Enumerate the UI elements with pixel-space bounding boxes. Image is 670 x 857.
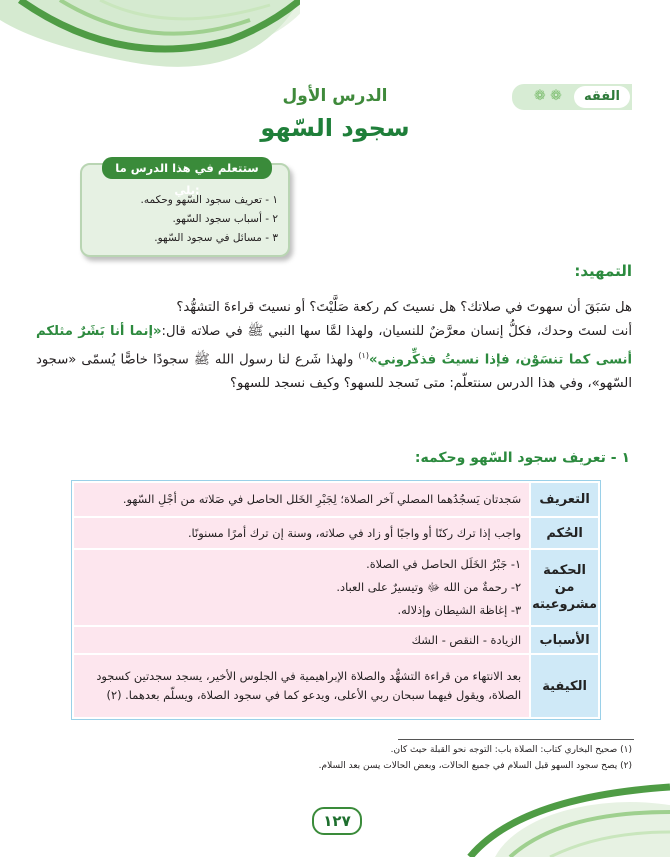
row-value: الزيادة - النقص - الشك <box>74 627 529 653</box>
row-label: الحكمة من مشروعيته <box>531 550 598 625</box>
row-label: التعريف <box>531 483 598 516</box>
row-label: الحُكم <box>531 518 598 548</box>
objective-item: ٢ - أسباب سجود السّهو. <box>172 213 278 225</box>
ornament-icon: ❁ ❁ <box>534 88 562 104</box>
hadith-quote: «إنما أنا بَشَرٌ مثلكم أنسى كما تنسَوْن، فإذا نسيتُ فذكِّروني» <box>36 324 632 368</box>
lesson-title: سجود السّهو <box>260 114 410 142</box>
row-value: سَجدتان يَسجُدُهما المصلي آخر الصلاة؛ لِجَبْرِ الخَلل الحاصل في صَلاته من أجْلِ السّهو. <box>74 483 529 516</box>
corner-ornament-bottom-right <box>460 767 670 857</box>
objective-item: ١ - تعريف سجود السّهو وحكمه. <box>140 194 278 206</box>
intro-text <box>36 296 632 396</box>
footnote: (٢) يصح سجود السهو قبل السلام في جميع الحالات، وبعض الحالات يسن بعد السلام. <box>318 761 632 771</box>
table-row <box>74 550 598 625</box>
row-value: ١- جَبْرُ الخَلَل الحاصل في الصلاة. ٢- رحمةٌ من الله ﷻ وتيسيرٌ على العباد. ٣- إغاظة الشيطان وإذلاله. <box>74 550 529 625</box>
footnote-ref: (١) <box>358 351 369 360</box>
section-heading: ١ - تعريف سجود السّهو وحكمه: <box>414 450 630 466</box>
row-value: بعد الانتهاء من قراءة التشهُّد والصلاة الإبراهيمية في الجلوس الأخير، يسجد سجدتين كسجود الصلاة، ويقول فيهما سبحان ربي الأعلى، ويدعو كما في سجود الصلاة، ويسلّم بعدهما. (٢) <box>74 655 529 717</box>
table-row <box>74 655 598 717</box>
page-number: ١٢٧ <box>312 807 362 835</box>
intro-heading: التمهيد: <box>574 262 632 280</box>
intro-paragraph: أنت لستَ وحدك، فكلُّ إنسان معرَّضٌ للنسيان، ولهذا لمَّا سها النبي ﷺ في صلاته قال:«إنما أنا بَشَرٌ مثلكم أنسى كما تنسَوْن، فإذا نسيتُ فذكِّروني»$^{(١)}$ ولهذا شَرع لنا رسول الله ﷺ سجودًا خاصًّا يُسمّى «سجود السّهو»، وفي هذا الدرس سنتعلّم: متى نَسجد للسهو؟ وكيف نسجد للسهو؟ <box>36 324 633 392</box>
footnote-divider <box>398 739 634 740</box>
lesson-number: الدرس الأول <box>282 86 388 106</box>
subject-label: الفقه <box>574 86 630 108</box>
objective-item: ٣ - مسائل في سجود السّهو. <box>154 232 278 244</box>
table-row <box>74 483 598 516</box>
row-label: الأسباب <box>531 627 598 653</box>
sahw-table <box>71 480 601 720</box>
objectives-heading: ستتعلم في هذا الدرس ما يلي: <box>102 157 272 179</box>
table-row <box>74 518 598 548</box>
objectives-box <box>80 163 290 257</box>
intro-paragraph: هل سَبَقَ أن سهوتَ في صلاتك؟ هل نسيتَ كم ركعة صَلَّيْتَ؟ أو نسيتَ قراءةَ التشهُّد؟ <box>176 300 632 315</box>
row-value: واجب إذا ترك ركنًا أو واجبًا أو زاد في صلاته، وسنة إن ترك أمرًا مسنونًا. <box>74 518 529 548</box>
table-row <box>74 627 598 653</box>
objectives-list <box>90 191 278 248</box>
row-label: الكيفية <box>531 655 598 717</box>
footnote: (١) صحيح البخاري كتاب: الصلاة باب: التوجه نحو القبلة حيث كان. <box>390 745 632 755</box>
